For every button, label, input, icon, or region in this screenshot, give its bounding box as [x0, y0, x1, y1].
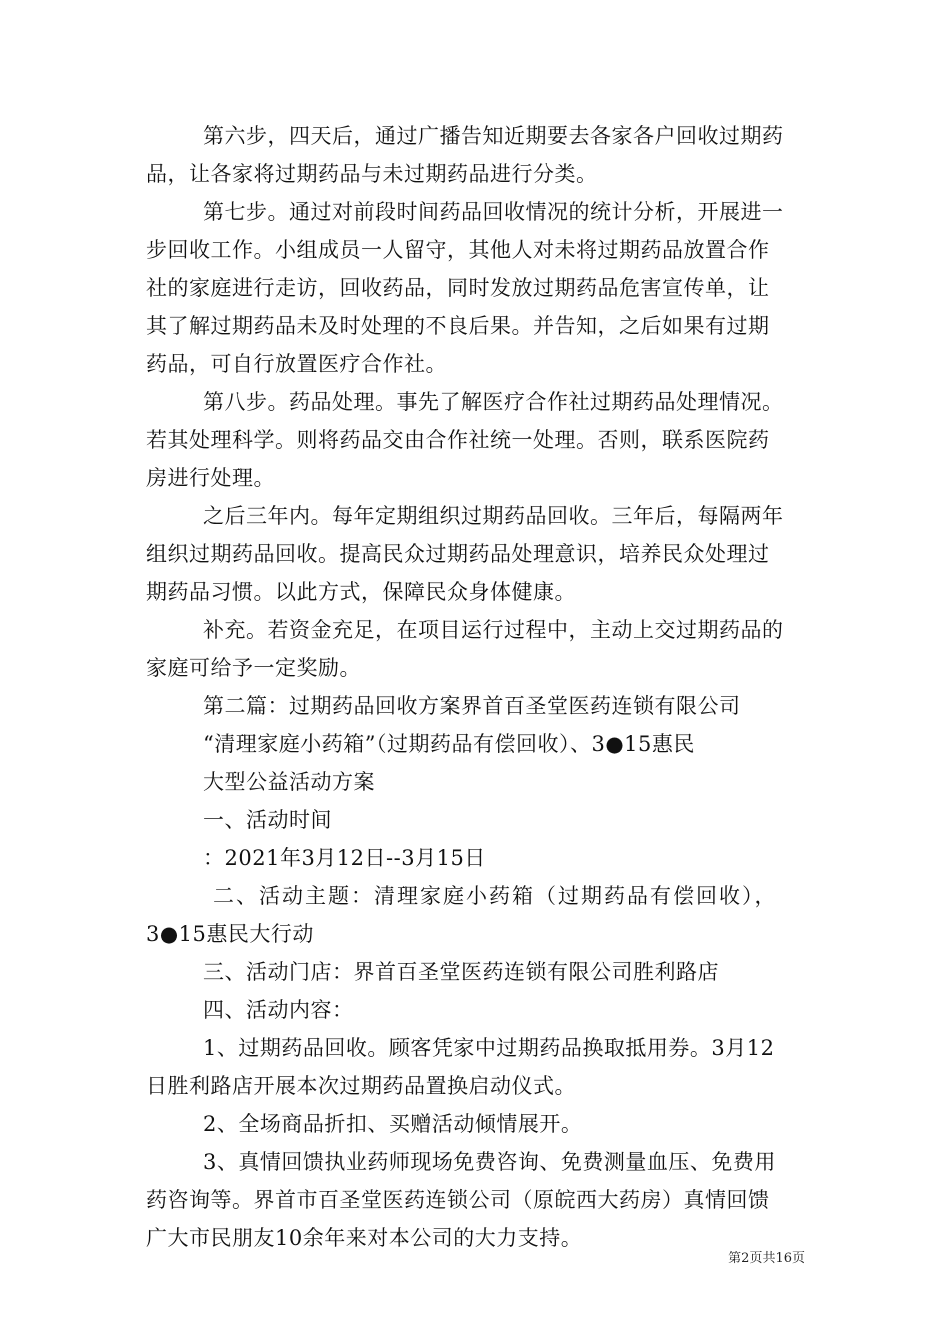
text-line: 药咨询等。界首市百圣堂医药连锁公司（原皖西大药房）真情回馈 [146, 1188, 770, 1212]
text-line: 补充。若资金充足，在项目运行过程中，主动上交过期药品的 [203, 618, 784, 642]
text-line: 3●15惠民大行动 [146, 922, 314, 946]
section-heading: 第二篇：过期药品回收方案界首百圣堂医药连锁有限公司 [203, 694, 741, 718]
text-line: 社的家庭进行走访，回收药品，同时发放过期药品危害宣传单，让 [146, 276, 770, 300]
text-line: 一、活动时间 [203, 808, 332, 832]
text-line: 步回收工作。小组成员一人留守，其他人对未将过期药品放置合作 [146, 238, 770, 262]
text-line: 组织过期药品回收。提高民众过期药品处理意识，培养民众处理过 [146, 542, 770, 566]
text-line: 期药品习惯。以此方式，保障民众身体健康。 [146, 580, 576, 604]
text-line: 四、活动内容： [203, 998, 354, 1022]
text-line: 二、活动主题：清理家庭小药箱（过期药品有偿回收）， [213, 884, 778, 908]
text-line: 广大市民朋友10余年来对本公司的大力支持。 [146, 1226, 583, 1250]
text-line: 3、真情回馈执业药师现场免费咨询、免费测量血压、免费用 [203, 1150, 776, 1174]
text-line: 之后三年内。每年定期组织过期药品回收。三年后，每隔两年 [203, 504, 784, 528]
text-line: 第六步，四天后，通过广播告知近期要去各家各户回收过期药 [203, 124, 784, 148]
text-line: 1、过期药品回收。顾客凭家中过期药品换取抵用券。3月12 [203, 1036, 775, 1060]
text-line: 日胜利路店开展本次过期药品置换启动仪式。 [146, 1074, 576, 1098]
text-line: 品，让各家将过期药品与未过期药品进行分类。 [146, 162, 598, 186]
text-line: 家庭可给予一定奖励。 [146, 656, 361, 680]
text-line: 第八步。药品处理。事先了解医疗合作社过期药品处理情况。 [203, 390, 784, 414]
text-line: 三、活动门店：界首百圣堂医药连锁有限公司胜利路店 [203, 960, 719, 984]
text-line: 若其处理科学。则将药品交由合作社统一处理。否则，联系医院药 [146, 428, 770, 452]
text-line: ：2021年3月12日--3月15日 [203, 846, 486, 870]
text-line: 其了解过期药品未及时处理的不良后果。并告知，之后如果有过期 [146, 314, 770, 338]
text-line: 大型公益活动方案 [203, 770, 375, 794]
text-line: 2、全场商品折扣、买赠活动倾情展开。 [203, 1112, 583, 1136]
page-number: 第2页共16页 [728, 1251, 805, 1266]
text-line: “清理家庭小药箱”（过期药品有偿回收）、3●15惠民 [203, 732, 695, 756]
text-line: 药品，可自行放置医疗合作社。 [146, 352, 447, 376]
text-line: 房进行处理。 [146, 466, 275, 490]
text-line: 第七步。通过对前段时间药品回收情况的统计分析，开展进一 [203, 200, 784, 224]
